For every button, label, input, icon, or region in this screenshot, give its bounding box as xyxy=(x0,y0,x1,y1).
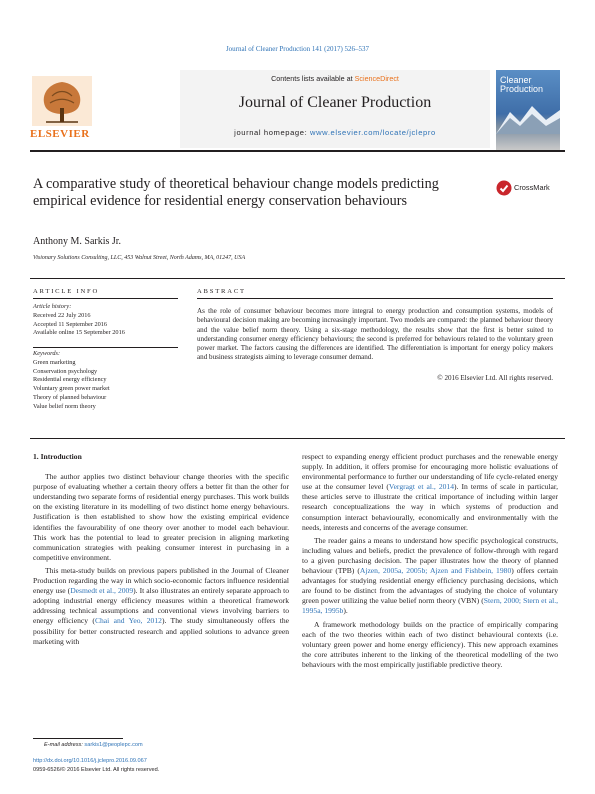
sciencedirect-link[interactable]: ScienceDirect xyxy=(354,74,399,83)
crossmark-badge[interactable] xyxy=(496,180,566,196)
abstract-heading: ABSTRACT xyxy=(197,288,246,295)
cover-mountain-graphic xyxy=(496,104,560,134)
citation-link[interactable]: Vergragt et al., 2014 xyxy=(388,482,455,492)
journal-name: Journal of Cleaner Production xyxy=(238,94,432,111)
paragraph-text: respect to expanding energy efficient product purchases and the renewable energy supply. In addition, it offers promise for encouraging more holistic evaluations of environmental performance to further our understanding of life cycle-related energy use at the consumer level ( xyxy=(302,452,558,492)
journal-homepage xyxy=(180,128,490,137)
keywords-rule xyxy=(33,347,178,348)
cover-title: Cleaner Production xyxy=(500,75,544,94)
keywords-block xyxy=(33,350,183,412)
paragraph xyxy=(302,452,558,533)
paragraph-text: ). xyxy=(343,606,348,616)
contents-label: Contents lists available at xyxy=(271,74,355,83)
author-affiliation: Visionary Solutions Consulting, LLC, 453 Walnut Street, North Adams, MA, 01247, USA xyxy=(33,255,246,261)
citation-link[interactable]: Desmedt et al., 2009 xyxy=(70,586,134,596)
paragraph xyxy=(33,566,289,647)
elsevier-wordmark: ELSEVIER xyxy=(30,128,90,140)
article-info-rule xyxy=(33,298,178,299)
front-matter-rule xyxy=(30,438,565,439)
title-rule xyxy=(30,278,565,279)
article-title: A comparative study of theoretical behaviour change models predicting empirical evidence for residential energy conservation behaviours xyxy=(33,176,439,209)
keyword-item: Conservation psychology xyxy=(33,367,98,375)
footnote-rule xyxy=(33,738,123,739)
keyword-item: Residential energy efficiency xyxy=(33,376,107,384)
paragraph-text: The reader gains a means to understand how specific psychological constructs, including values and beliefs, predict the prevalence of follow-through with regard to a given purchasing decision. xyxy=(302,535,558,565)
keywords-label: Keywords: xyxy=(33,350,61,357)
history-online: Available online 15 September 2016 xyxy=(33,329,125,337)
paragraph: A framework methodology builds on the practice of empirically comparing each of the two theories within each of two distinct behavioural contexts (i.e. voluntary green power and home energy efficiency). This new approach examines the core attributes inherent to the linking of the theoretical modelling of the two behaviours with the most empirically justifiable predictive theory. xyxy=(302,619,558,669)
abstract-text: As the role of consumer behaviour becomes more integral to energy production and consumption systems, models of behavioural decision making are becoming increasingly important. Two models are compared: the planned behaviour theory and the value belief norm theory. Using a six-stage methodology, the results show that the first is better suited to understanding consumer energy efficiency behaviours; the second is preferred for behaviours related to the voluntary green power market. The factors causing the differences are identified. The differentiation is important for energy policy makers and business strategists aiming to leverage consumer demand. xyxy=(197,307,553,362)
abstract-copyright: © 2016 Elsevier Ltd. All rights reserved. xyxy=(437,374,553,382)
article-history xyxy=(33,303,183,338)
crossmark-label: CrossMark xyxy=(514,183,550,192)
keyword-item: Green marketing xyxy=(33,358,76,366)
paragraph-text: ) offers certain advantages for studying residential energy efficiency purchasing decisions, which are found to be distinct from the advantages of studying the choice of voluntary green power utilizing the value belief norm theory (VBN) ( xyxy=(302,566,558,606)
header-rule xyxy=(30,150,565,152)
citation-link[interactable]: Ajzen, 2005a, 2005b; Ajzen and Fishbein, 1980 xyxy=(359,566,512,576)
paragraph-text: ). It also illustrates an entirely separate approach to adopting industrial energy efficiency measures within a theoretical framework addressing technical assumptions and conventional views involving barriers to energy efficiency ( xyxy=(33,586,289,626)
history-received: Received 22 July 2016 xyxy=(33,311,91,319)
body-right-column xyxy=(302,452,558,670)
body-left-column xyxy=(33,452,289,647)
homepage-label: journal homepage: xyxy=(234,128,310,137)
paragraph xyxy=(302,536,558,617)
history-label: Article history: xyxy=(33,303,72,310)
doi-link[interactable]: http://dx.doi.org/10.1016/j.jclepro.2016.09.067 xyxy=(33,758,147,764)
keyword-item: Voluntary green power market xyxy=(33,385,110,393)
abstract-rule xyxy=(197,298,553,299)
article-info-heading: ARTICLE INFO xyxy=(33,288,100,295)
paragraph-text: The paper illustrates how the theory of planned behaviour (TPB) ( xyxy=(302,555,558,576)
footnote-email xyxy=(44,742,143,748)
issn-line: 0959-6526/© 2016 Elsevier Ltd. All rights reserved. xyxy=(33,767,160,773)
email-link[interactable]: sarkis1@peoplepc.com xyxy=(84,742,143,748)
citation-link[interactable]: Stern, 2000; Stern et al., 1995a, 1995b xyxy=(302,596,558,616)
contents-line xyxy=(180,74,490,83)
history-accepted: Accepted 11 September 2016 xyxy=(33,320,108,328)
paragraph-text: ). In terms of scale in particular, these articles serve to illustrate the critical importance of including within larger research conceptualizations the way in which systems of production and consumption interact behaviourally, economically and environmentally with the needs, interests and concerns of the average consumer. xyxy=(302,482,559,532)
homepage-link[interactable]: www.elsevier.com/locate/jclepro xyxy=(310,128,436,137)
journal-citation[interactable]: Journal of Cleaner Production 141 (2017) 526–537 xyxy=(225,45,370,53)
paragraph-text: This meta-study builds on previous papers published in the Journal of Cleaner Production regarding the way in which socio-economic factors influence residential energy use ( xyxy=(33,565,289,596)
keyword-item: Value belief norm theory xyxy=(33,402,96,410)
keyword-item: Theory of planned behaviour xyxy=(33,393,107,401)
paragraph: The author applies two distinct behaviour change theories with the specific purpose of evaluating whether a certain theory offers a better fit than the other for understanding two separate forms of residential energy purchases. This work builds on the existing literature in its modelling of two distinct home energy behaviours. Justification is then established to show how the existing empirical evidence identifies the favourability of one theory over another to model each behaviour. This work has the potential to lead to greater precision in aligning marketing communication strategies with peaking consumer interest in purchasing in a competitive environment. xyxy=(33,472,289,562)
section-heading: 1. Introduction xyxy=(33,452,82,461)
paragraph-text: ). The study simultaneously offers the possibility for better constructed research and applied solutions to advance green marketing with xyxy=(33,616,289,646)
crossmark-icon xyxy=(496,180,512,196)
email-label: E-mail address: xyxy=(44,742,85,748)
citation-link[interactable]: Chai and Yeo, 2012 xyxy=(94,616,162,626)
author-name: Anthony M. Sarkis Jr. xyxy=(33,236,122,247)
journal-cover-image[interactable] xyxy=(496,70,560,150)
